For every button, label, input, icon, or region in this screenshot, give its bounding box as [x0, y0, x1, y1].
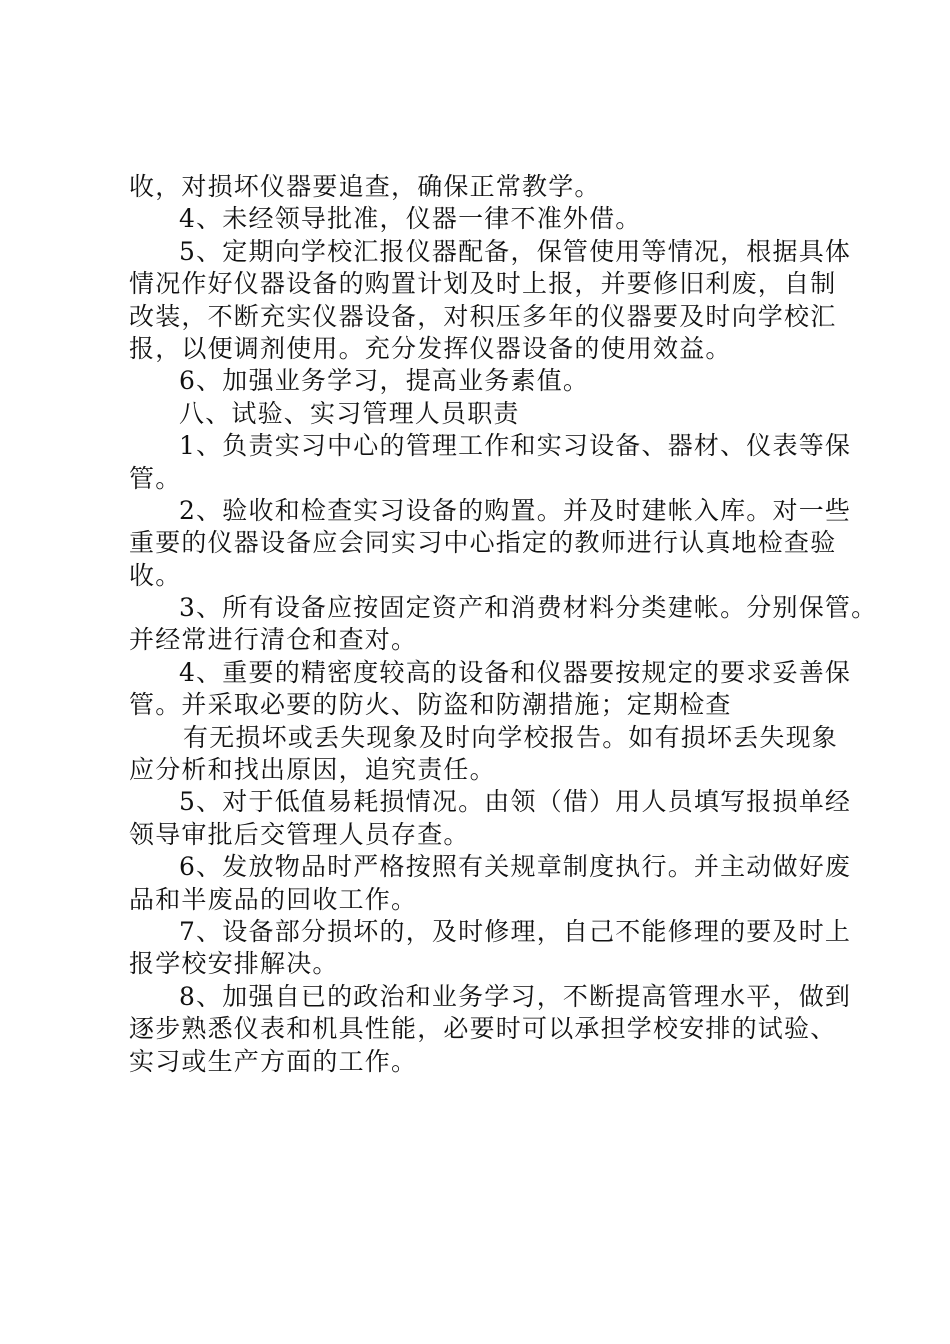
text-line: 7、设备部分损坏的，及时修理，自己不能修理的要及时上: [179, 916, 852, 946]
text-line: 并经常进行清仓和查对。: [129, 625, 418, 655]
text-line: 应分析和找出原因，追究责任。: [129, 755, 496, 785]
text-line: 3、所有设备应按固定资产和消费材料分类建帐。分别保管。: [179, 593, 878, 623]
text-line: 6、发放物品时严格按照有关规章制度执行。并主动做好废: [179, 852, 852, 882]
text-line: 品和半废品的回收工作。: [129, 884, 418, 914]
text-line: 报，以便调剂使用。充分发挥仪器设备的使用效益。: [129, 333, 732, 363]
text-line: 改装，不断充实仪器设备，对积压多年的仪器要及时向学校汇: [129, 301, 837, 331]
text-line: 管。并采取必要的防火、防盗和防潮措施；定期检查: [129, 690, 732, 720]
text-line: 管。: [129, 463, 182, 493]
text-line: 5、定期向学校汇报仪器配备，保管使用等情况，根据具体: [179, 236, 852, 266]
text-line: 实习或生产方面的工作。: [129, 1046, 418, 1076]
text-line: 5、对于低值易耗损情况。由领（借）用人员填写报损单经: [179, 787, 852, 817]
text-line: 情况作好仪器设备的购置计划及时上报，并要修旧利废，自制: [129, 269, 837, 299]
text-line: 6、加强业务学习，提高业务素值。: [179, 366, 590, 396]
text-line: 逐步熟悉仪表和机具性能，必要时可以承担学校安排的试验、: [129, 1014, 837, 1044]
text-line: 重要的仪器设备应会同实习中心指定的教师进行认真地检查验: [129, 528, 837, 558]
text-line: 有无损坏或丢失现象及时向学校报告。如有损坏丢失现象: [183, 722, 839, 752]
text-line: 2、验收和检查实习设备的购置。并及时建帐入库。对一些: [179, 495, 852, 525]
section-heading: 八、试验、实习管理人员职责: [179, 398, 520, 428]
text-line: 1、负责实习中心的管理工作和实习设备、器材、仪表等保: [179, 431, 852, 461]
text-line: 4、未经领导批准，仪器一律不准外借。: [179, 204, 642, 234]
text-line: 报学校安排解决。: [129, 949, 339, 979]
text-line: 收。: [129, 560, 182, 590]
text-line: 收，对损坏仪器要追查，确保正常教学。: [129, 172, 601, 201]
text-line: 领导审批后交管理人员存查。: [129, 819, 470, 849]
text-line: 4、重要的精密度较高的设备和仪器要按规定的要求妥善保: [179, 657, 852, 687]
text-line: 8、加强自已的政治和业务学习，不断提高管理水平，做到: [179, 981, 852, 1011]
document-body: [129, 171, 878, 1078]
